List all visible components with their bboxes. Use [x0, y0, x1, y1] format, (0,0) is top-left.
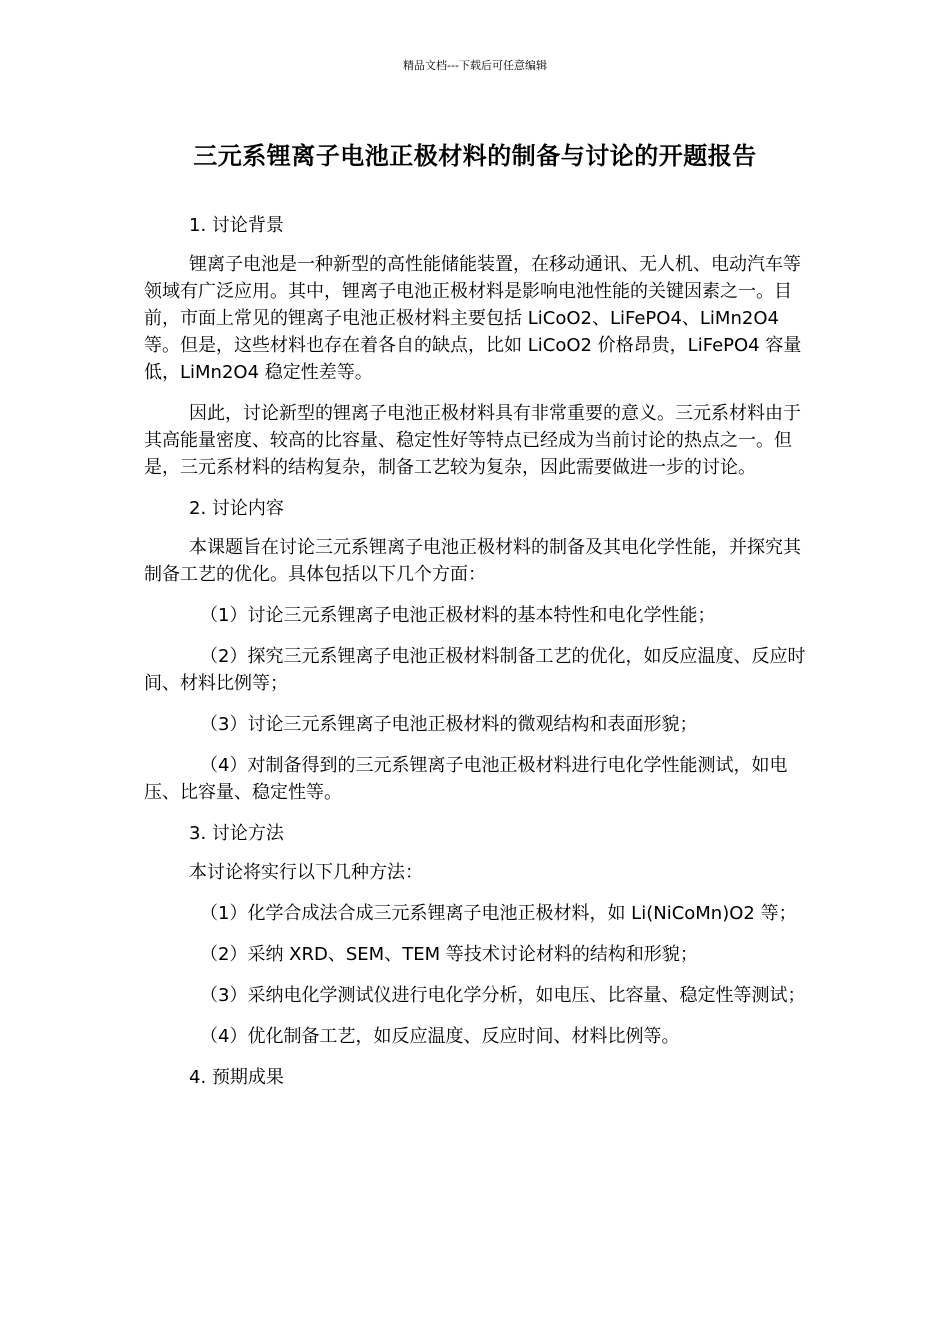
content-item-4: （4）对制备得到的三元系锂离子电池正极材料进行电化学性能测试，如电压、比容量、稳定性等。 — [144, 755, 788, 803]
paragraph-content-intro: 本课题旨在讨论三元系锂离子电池正极材料的制备及其电化学性能，并探究其制备工艺的优化。具体包括以下几个方面： — [144, 537, 801, 585]
section-heading-methods: 3. 讨论方法 — [189, 823, 284, 844]
document-body — [144, 212, 814, 1103]
method-item-2: （2）采纳 XRD、SEM、TEM 等技术讨论材料的结构和形貌； — [200, 944, 698, 965]
document-title: 三元系锂离子电池正极材料的制备与讨论的开题报告 — [193, 142, 757, 170]
section-heading-content: 2. 讨论内容 — [189, 498, 284, 519]
content-item-3: （3）讨论三元系锂离子电池正极材料的微观结构和表面形貌； — [200, 714, 698, 735]
paragraph-background-1: 锂离子电池是一种新型的高性能储能装置，在移动通讯、无人机、电动汽车等领域有广泛应用。其中，锂离子电池正极材料是影响电池性能的关键因素之一。目前，市面上常见的锂离子电池正极材料主要包括 LiCoO2、LiFePO4、LiMn2O4 等。但是，这些材料也存在着各自的缺点，比如 LiCoO2 价格昂贵，LiFePO4 容量低，LiMn2O4 稳定性差等。 — [144, 254, 802, 383]
paragraph-methods-intro: 本讨论将实行以下几种方法： — [189, 862, 423, 883]
content-item-2: （2）探究三元系锂离子电池正极材料制备工艺的优化，如反应温度、反应时间、材料比例等； — [144, 646, 806, 694]
section-heading-outcomes: 4. 预期成果 — [189, 1067, 284, 1088]
paragraph-background-2: 因此，讨论新型的锂离子电池正极材料具有非常重要的意义。三元系材料由于其高能量密度、较高的比容量、稳定性好等特点已经成为当前讨论的热点之一。但是，三元系材料的结构复杂，制备工艺较为复杂，因此需要做进一步的讨论。 — [144, 403, 801, 478]
method-item-3: （3）采纳电化学测试仪进行电化学分析，如电压、比容量、稳定性等测试； — [200, 985, 806, 1006]
content-item-1: （1）讨论三元系锂离子电池正极材料的基本特性和电化学性能； — [200, 605, 716, 626]
method-item-4: （4）优化制备工艺，如反应温度、反应时间、材料比例等。 — [200, 1026, 680, 1047]
method-item-1: （1）化学合成法合成三元系锂离子电池正极材料，如 Li(NiCoMn)O2 等； — [200, 903, 797, 924]
section-heading-background: 1. 讨论背景 — [189, 215, 284, 236]
header-note: 精品文档---下载后可任意编辑 — [403, 59, 547, 72]
